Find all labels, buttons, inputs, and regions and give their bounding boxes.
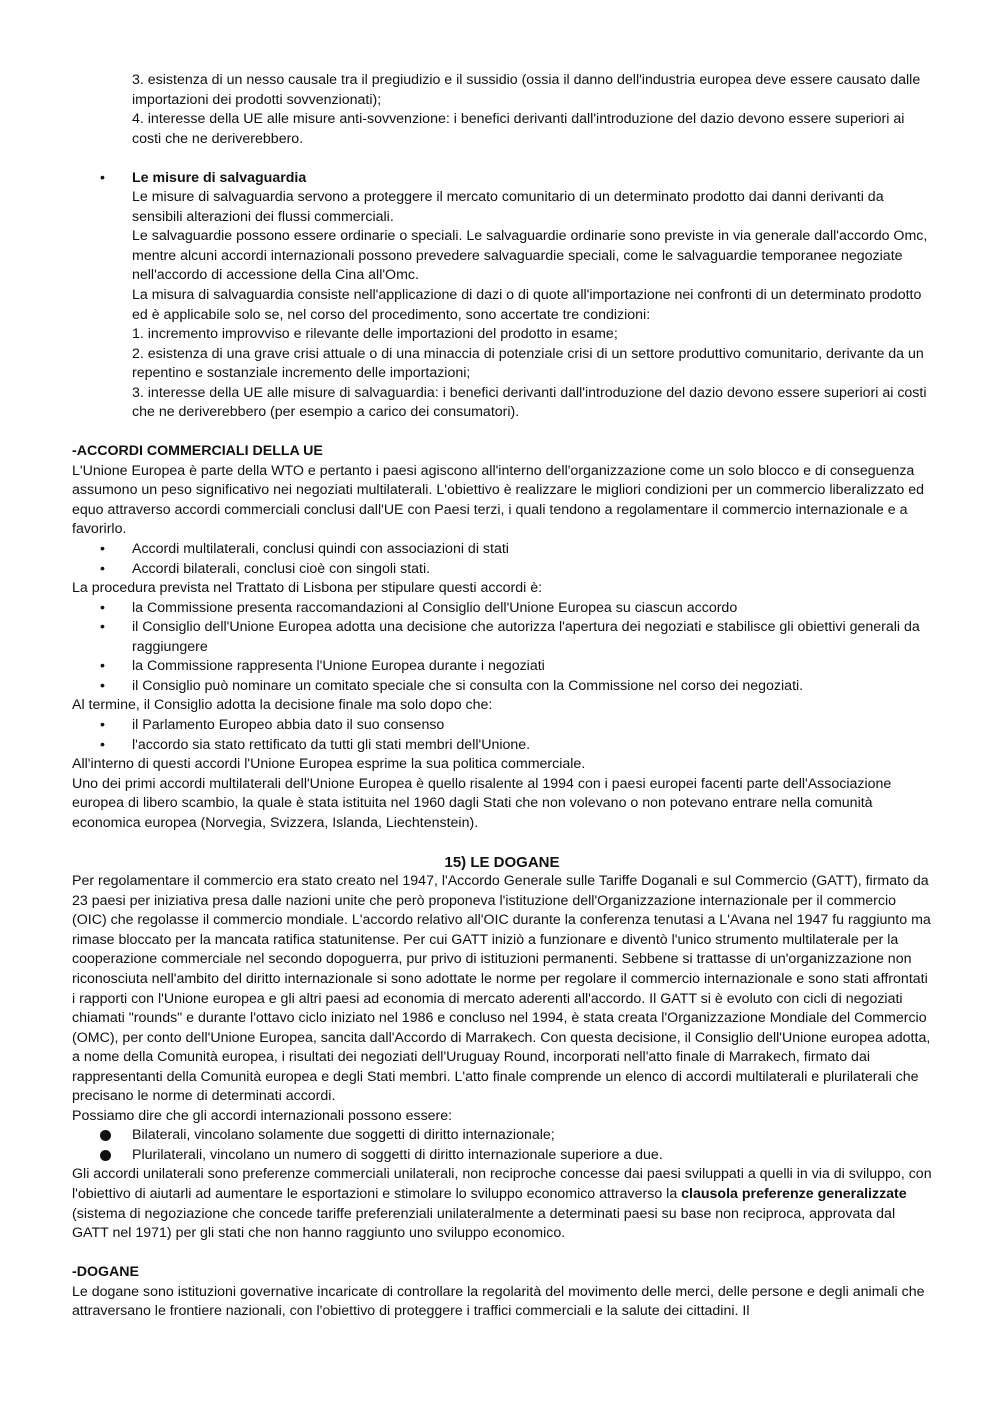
paragraph: Uno dei primi accordi multilaterali dell'Unione Europea è quello risalente al 1994 con i paesi europei facenti parte dell'Associazione europea di libero scambio, la quale è stata istituita nel 1960 dagli Stati che non volevano o non potevano entrare nella comunità economica europea (Norvegia, Svizzera, Islanda, Liechtenstein). — [72, 775, 892, 831]
list-item: 3. interesse della UE alle misure di salvaguardia: i benefici derivanti dall'introduzione del dazio devono essere superiori ai costi che ne deriverebbero (per esempio a carico dei consumatori). — [132, 384, 927, 421]
list-item: Bilaterali, vincolano solamente due soggetti di diritto internazionale; — [72, 1126, 932, 1146]
bullet-icon: • — [100, 541, 105, 558]
paragraph: Al termine, il Consiglio adotta la decisione finale ma solo dopo che: — [72, 697, 493, 714]
list-item: 4. interesse della UE alle misure anti-sovvenzione: i benefici derivanti dall'introduzione del dazio devono essere superiori ai costi che ne deriverebbero. — [132, 111, 905, 147]
salvaguardia-block — [72, 169, 932, 423]
section-heading-accordi: -ACCORDI COMMERCIALI DELLA UE — [72, 443, 323, 460]
section-heading-dogane: -DOGANE — [72, 1264, 139, 1281]
bullet-icon: • — [100, 169, 105, 186]
paragraph: Gli accordi unilaterali sono preferenze commerciali unilaterali, non reciproche concesse dai paesi sviluppati a quelli in via di sviluppo, con l'obiettivo di aiutarli ad aumentare le esportazioni e stimolare lo sviluppo economico attraverso la clausola preferenze generalizzate (sistema di negoziazione che concede tariffe preferenziali unilateralmente a determinati paesi su base non reciproca, approvata dal GATT nel 1971) per gli stati che non hanno raggiunto uno sviluppo economico. — [72, 1166, 932, 1242]
salvaguardia-title: Le misure di salvaguardia — [132, 169, 307, 186]
bullet-icon: • — [100, 619, 105, 636]
document-page — [72, 71, 932, 1322]
paragraph: Per regolamentare il commercio era stato creato nel 1947, l'Accordo Generale sulle Tariffe Doganali e sul Commercio (GATT), firmato da 23 paesi per iniziativa presa dalle nazioni unite che però proponeva l'istituzione dell'Organizzazione internazionale per il commercio (OIC) che regolasse il commercio mondiale. L'accordo relativo all'OIC durante la conferenza tenutasi a L'Avana nel 1947 fu raggiunto ma rimase bloccato per la mancata ratifica statunitense. Per cui GATT iniziò a funzionare e diventò l'unico strumento multilaterale per la cooperazione commerciale nel secondo dopoguerra, pur privo di istituzioni permanenti. Sebbene si trattasse di un'organizzazione non riconosciuta nell'ambito del diritto internazionale si sono adottate le norme per regolare il commercio internazionale e sono stati affrontati i rapporti con l'Unione europea e gli altri paesi ad economia di mercato aderenti all'accordo. Il GATT si è evoluto con cicli di negoziati chiamati "rounds" e durante l'ottavo ciclo iniziato nel 1986 e concluso nel 1994, è stata creata l'Organizzazione Mondiale del Commercio (OMC), per conto dell'Unione Europea, sancita dall'Accordo di Marrakech. Con questa decisione, il Consiglio dell'Unione europea adotta, a nome della Comunità europea, i risultati dei negoziati dell'Uruguay Round, incorporati nell'atto finale di Marrakech, firmato dai rappresentanti della Comunità europea e degli Stati membri. L'atto finale comprende un elenco di accordi multilaterali e plurilaterali che precisano le norme di determinati accordi. — [72, 873, 931, 1105]
filled-circle-bullet-icon — [100, 1130, 111, 1141]
list-item: • Accordi multilaterali, conclusi quindi con associazioni di stati — [72, 540, 932, 560]
list-item: • l'accordo sia stato rettificato da tutti gli stati membri dell'Unione. — [72, 736, 932, 756]
paragraph: All'interno di questi accordi l'Unione Europea esprime la sua politica commerciale. — [72, 756, 586, 773]
list-item: 3. esistenza di un nesso causale tra il pregiudizio e il sussidio (ossia il danno dell'industria europea deve essere causato dalle importazioni dei prodotti sovvenzionati); — [132, 72, 921, 108]
paragraph: Possiamo dire che gli accordi internazionali possono essere: — [72, 1107, 453, 1124]
bullet-icon: • — [100, 677, 105, 694]
list-item: • Accordi bilaterali, conclusi cioè con singoli stati. — [72, 560, 932, 580]
paragraph: Le misure di salvaguardia servono a proteggere il mercato comunitario di un determinato prodotto dai danni derivanti da sensibili alterazioni dei flussi commerciali. — [132, 189, 884, 225]
list-item: • il Consiglio può nominare un comitato speciale che si consulta con la Commissione nel corso dei negoziati. — [72, 677, 932, 697]
list-item: 2. esistenza di una grave crisi attuale o di una minaccia di potenziale crisi di un settore produttivo comunitario, derivante da un repentino e sostanziale incremento delle importazioni; — [132, 345, 924, 382]
bullet-icon: • — [100, 736, 105, 753]
paragraph: La misura di salvaguardia consiste nell'applicazione di dazi o di quote all'importazione nei confronti di un determinato prodotto ed è applicabile solo se, nel corso del procedimento, sono accertate tre condizioni: — [132, 286, 922, 323]
paragraph: La procedura prevista nel Trattato di Lisbona per stipulare questi accordi è: — [72, 580, 543, 597]
bullet-icon: • — [100, 599, 105, 616]
paragraph: Le salvaguardie possono essere ordinarie o speciali. Le salvaguardie ordinarie sono previste in via generale dall'accordo Omc, mentre alcuni accordi internazionali possono prevedere salvaguardie speciali, come le salvaguardie temporanee negoziate nell'accordo di accessione della Cina all'Omc. — [132, 228, 928, 284]
list-item: • il Consiglio dell'Unione Europea adotta una decisione che autorizza l'apertura dei negoziati e stabilisce gli obiettivi generali da raggiungere — [100, 619, 920, 655]
paragraph: Le dogane sono istituzioni governative incaricate di controllare la regolarità del movimento delle merci, delle persone e degli animali che attraversano le frontiere nazionali, con l'obiettivo di proteggere i traffici commerciali e la salute dei cittadini. Il — [72, 1283, 925, 1320]
list-item: Plurilaterali, vincolano un numero di soggetti di diritto internazionale superiore a due. — [72, 1146, 932, 1166]
bullet-icon: • — [100, 560, 105, 577]
list-item: • la Commissione presenta raccomandazioni al Consiglio dell'Unione Europea su ciascun accordo — [72, 599, 932, 619]
list-item: • la Commissione rappresenta l'Unione Europea durante i negoziati — [72, 657, 932, 677]
list-item: 1. incremento improvviso e rilevante delle importazioni del prodotto in esame; — [132, 326, 618, 343]
bullet-icon: • — [100, 658, 105, 675]
filled-circle-bullet-icon — [100, 1150, 111, 1161]
list-item: • il Parlamento Europeo abbia dato il suo consenso — [72, 716, 932, 736]
section-title-dogane: 15) LE DOGANE — [444, 853, 560, 871]
bullet-icon: • — [100, 716, 105, 733]
paragraph: L'Unione Europea è parte della WTO e pertanto i paesi agiscono all'interno dell'organizzazione come un solo blocco e di conseguenza assumono un peso significativo nei negoziati multilaterali. L'obiettivo è realizzare le migliori condizioni per un commercio liberalizzato ed equo attraverso accordi commerciali conclusi dall'UE con Paesi terzi, i quali tendono a regolamentare il commercio internazionale e a favorirlo. — [72, 462, 925, 538]
bold-term: clausola preferenze generalizzate — [681, 1186, 907, 1203]
